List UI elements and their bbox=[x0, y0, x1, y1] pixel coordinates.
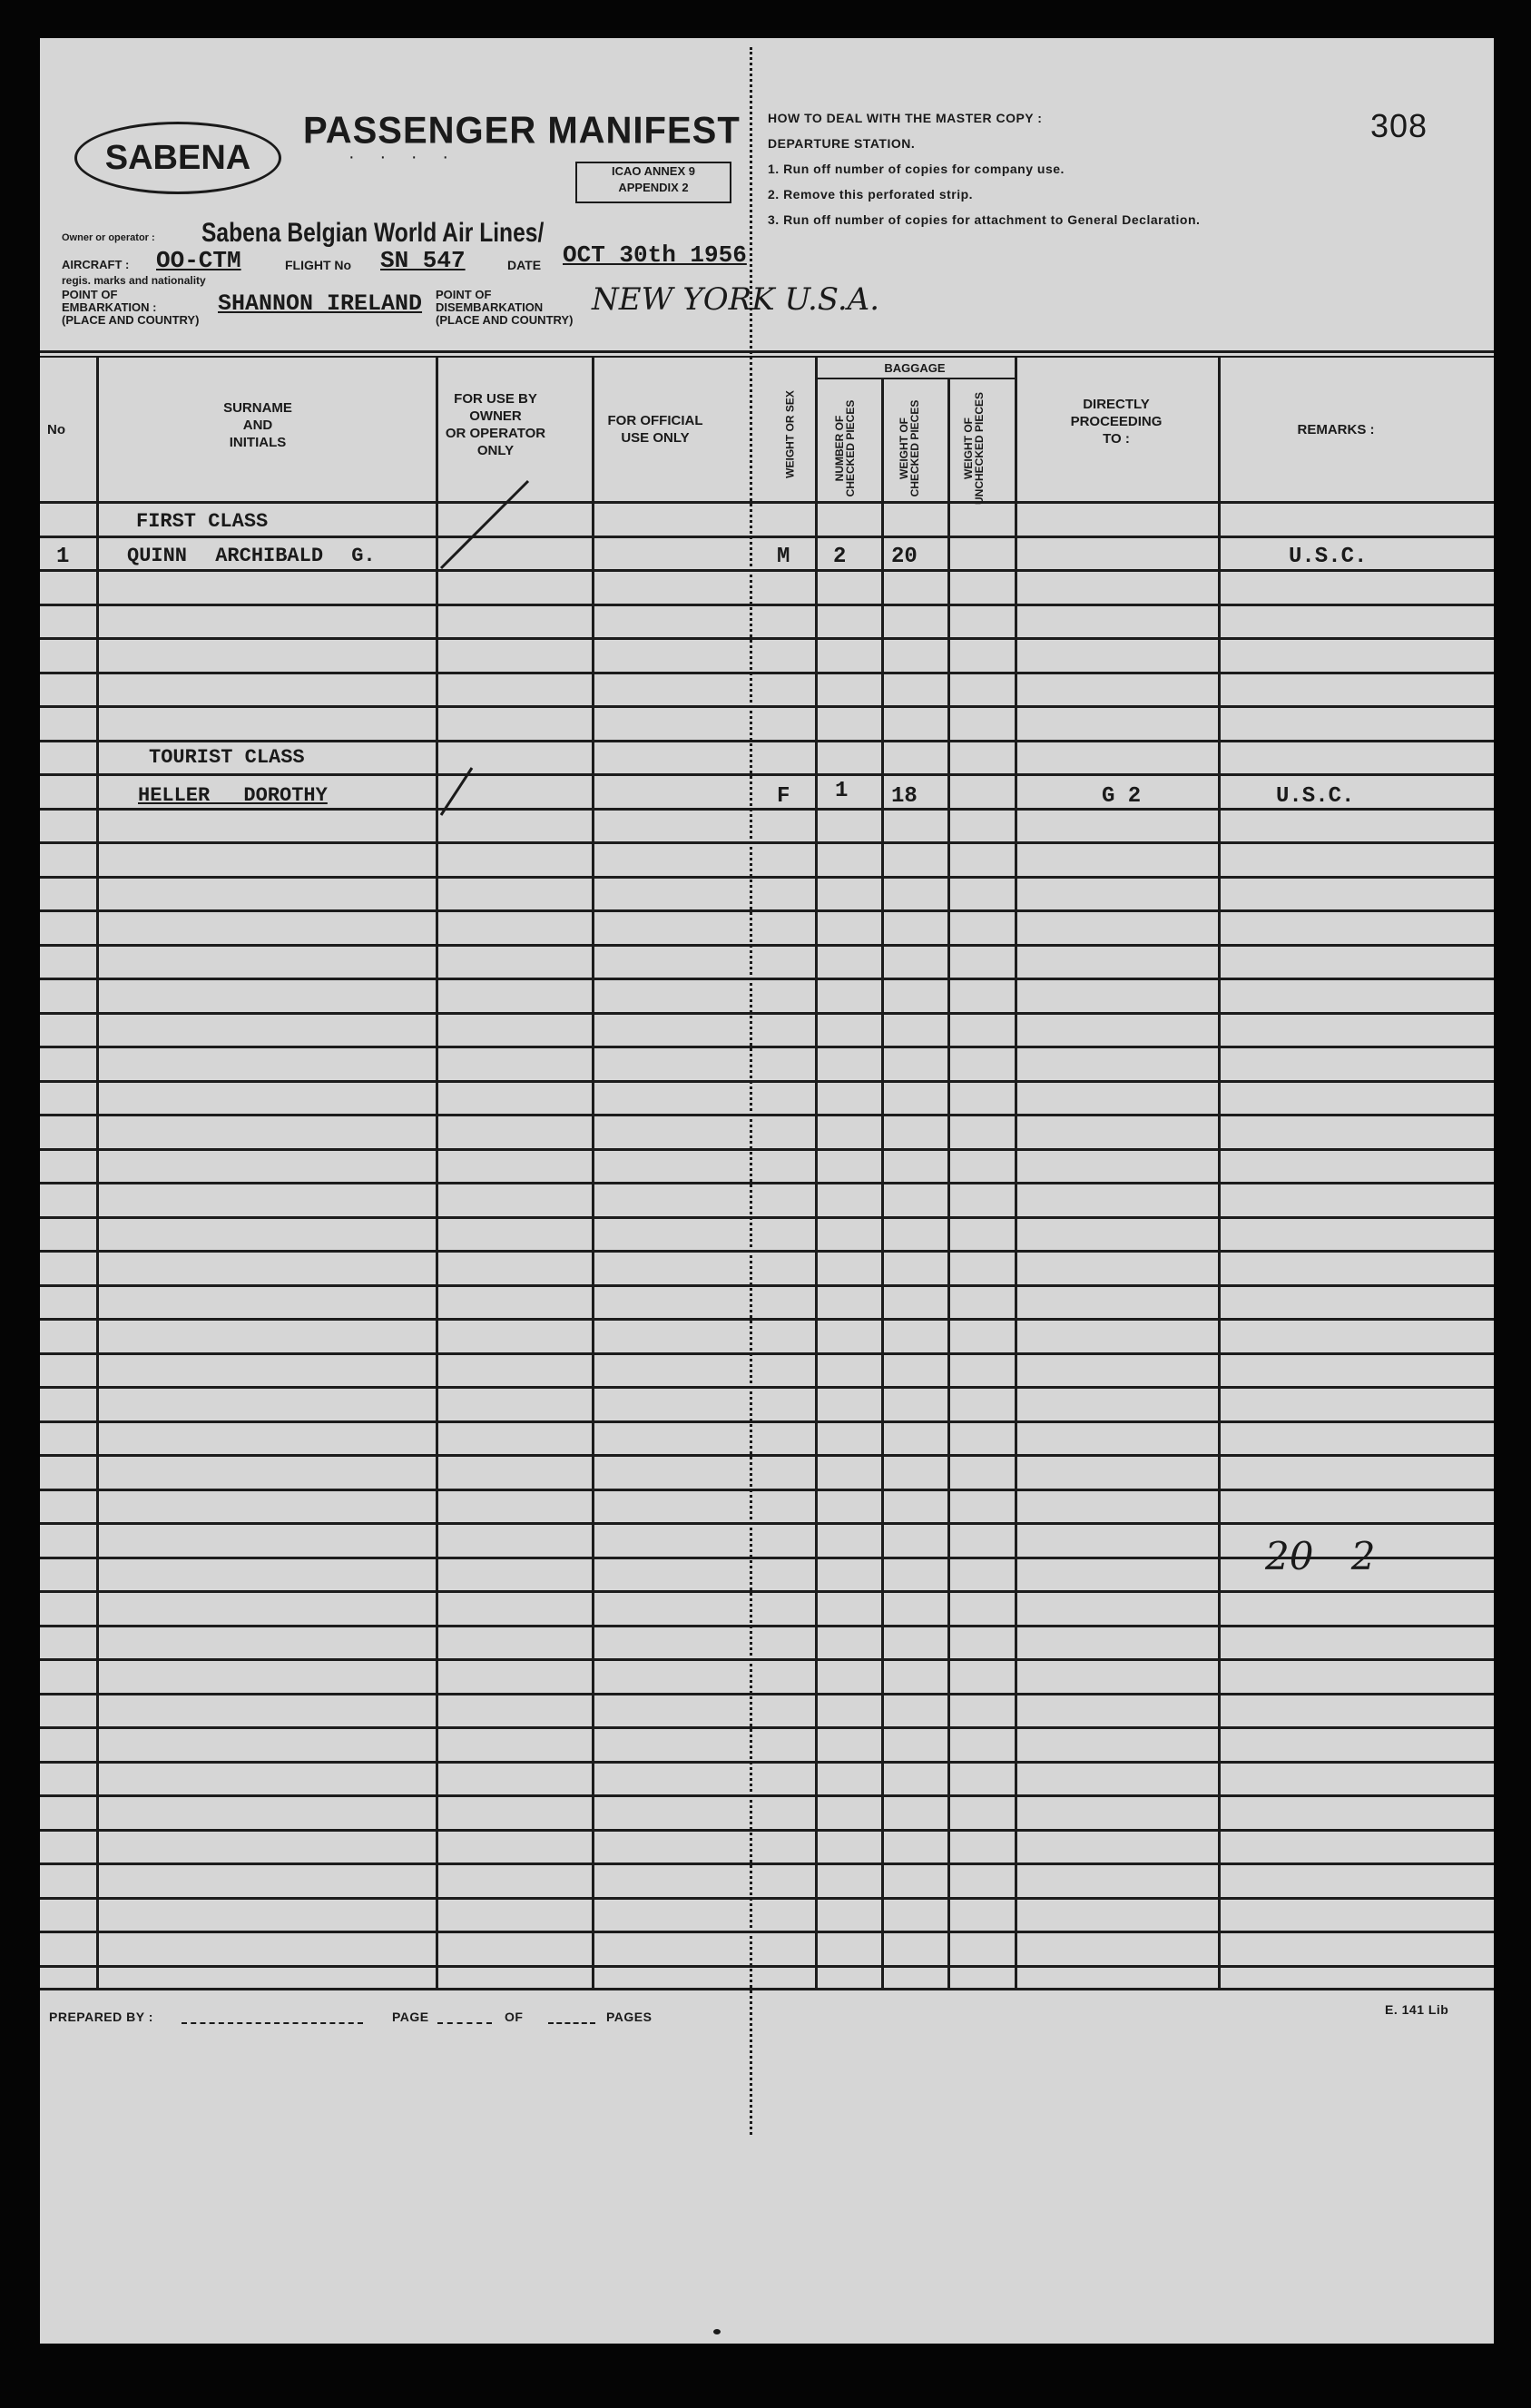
col-official-use-2: USE ONLY bbox=[621, 430, 690, 446]
instruction-1: 1. Run off number of copies for company use. bbox=[768, 162, 1065, 176]
flight-label: FLIGHT No bbox=[285, 258, 352, 272]
col-surname-3: INITIALS bbox=[229, 435, 287, 450]
col-no: No bbox=[47, 422, 65, 437]
owner-label: Owner or operator : bbox=[62, 232, 155, 243]
disembark-label-3: (PLACE AND COUNTRY) bbox=[436, 313, 574, 327]
instruction-2: 2. Remove this perforated strip. bbox=[768, 187, 974, 201]
passenger-2-remarks: U.S.C. bbox=[1276, 784, 1355, 809]
col-official-use-1: FOR OFFICIAL bbox=[607, 413, 703, 428]
owner-check-marks bbox=[40, 38, 1494, 1218]
table-row-rule bbox=[40, 1454, 1494, 1457]
of-line bbox=[548, 2022, 595, 2024]
date-label: DATE bbox=[507, 258, 542, 272]
table-row-rule bbox=[40, 1965, 1494, 1968]
aircraft-value: OO-CTM bbox=[156, 247, 241, 274]
check-mark-2 bbox=[441, 768, 472, 815]
table-row-rule bbox=[40, 1863, 1494, 1865]
manifest-sheet bbox=[40, 38, 1494, 2344]
table-row-rule bbox=[40, 1522, 1494, 1525]
col-weight-checked: WEIGHT OF CHECKED PIECES bbox=[898, 399, 921, 497]
table-row-rule bbox=[40, 1386, 1494, 1389]
disembark-label-2: DISEMBARKATION bbox=[436, 300, 544, 314]
regis-label: regis. marks and nationality bbox=[62, 274, 206, 287]
passenger-1-weight: 20 bbox=[891, 545, 918, 569]
embark-value: SHANNON IRELAND bbox=[218, 290, 423, 317]
col-remarks: REMARKS : bbox=[1297, 422, 1375, 437]
instructions-title: HOW TO DEAL WITH THE MASTER COPY : bbox=[768, 111, 1043, 125]
table-row-rule bbox=[40, 1250, 1494, 1253]
col-owner-use-4: ONLY bbox=[476, 443, 515, 458]
tourist-class-label: TOURIST CLASS bbox=[149, 746, 305, 769]
handwritten-note: 20 2 bbox=[1265, 1534, 1376, 1578]
col-baggage: BAGGAGE bbox=[884, 361, 946, 375]
embark-label-2: EMBARKATION : bbox=[62, 300, 157, 314]
table-row-rule bbox=[40, 1352, 1494, 1355]
instructions-subtitle: DEPARTURE STATION. bbox=[768, 136, 916, 151]
table-row-rule bbox=[40, 1318, 1494, 1321]
col-surname-2: AND bbox=[242, 418, 273, 433]
table-row-rule bbox=[40, 1931, 1494, 1933]
col-weight-sex: WEIGHT OR SEX bbox=[783, 390, 797, 478]
first-class-label: FIRST CLASS bbox=[136, 510, 269, 533]
table-row-rule bbox=[40, 1794, 1494, 1797]
col-directly-3: TO : bbox=[1103, 431, 1130, 447]
table-row-rule bbox=[40, 1420, 1494, 1423]
page-title: PASSENGER MANIFEST bbox=[303, 109, 741, 152]
table-row-rule bbox=[40, 1658, 1494, 1661]
bottom-dot bbox=[713, 2329, 721, 2334]
icao-line2: APPENDIX 2 bbox=[618, 181, 689, 194]
passenger-1-remarks: U.S.C. bbox=[1289, 545, 1368, 569]
table-bottom-rule bbox=[40, 1988, 1494, 1990]
col-weight-unchecked: WEIGHT OF UNCHECKED PIECES bbox=[962, 391, 986, 506]
logo-text: SABENA bbox=[104, 138, 251, 177]
table-row-rule bbox=[40, 1693, 1494, 1695]
passenger-1-pieces: 2 bbox=[833, 545, 847, 569]
prepared-by-label: PREPARED BY : bbox=[49, 2010, 153, 2024]
page-line bbox=[437, 2022, 492, 2024]
passenger-1-no: 1 bbox=[56, 545, 70, 569]
table-row-rule bbox=[40, 1726, 1494, 1729]
table-row-rule bbox=[40, 1897, 1494, 1900]
passenger-1-sex: M bbox=[777, 545, 790, 569]
table-row-rule bbox=[40, 1625, 1494, 1627]
title-dots: · · · · bbox=[348, 147, 448, 167]
owner-value: Sabena Belgian World Air Lines/ bbox=[201, 218, 545, 248]
of-label: OF bbox=[505, 2010, 524, 2024]
passenger-1-name: QUINN ARCHIBALD G. bbox=[127, 545, 376, 567]
passenger-2-directly: G 2 bbox=[1102, 784, 1142, 809]
col-owner-use-1: FOR USE BY bbox=[454, 391, 537, 407]
perforation-line bbox=[750, 47, 752, 2135]
check-mark-1 bbox=[441, 481, 528, 568]
passenger-2-pieces: 1 bbox=[835, 779, 849, 803]
disembark-value: NEW YORK U.S.A. bbox=[592, 281, 880, 318]
col-owner-use-2: OWNER bbox=[469, 408, 522, 424]
col-owner-use-3: OR OPERATOR bbox=[445, 426, 546, 441]
aircraft-label: AIRCRAFT : bbox=[62, 258, 130, 271]
icao-line1: ICAO ANNEX 9 bbox=[612, 164, 695, 178]
col-directly-1: DIRECTLY bbox=[1083, 397, 1150, 412]
instruction-3: 3. Run off number of copies for attachment to General Declaration. bbox=[768, 212, 1201, 227]
prepared-by-line bbox=[182, 2022, 363, 2024]
table-row-rule bbox=[40, 1489, 1494, 1491]
page-label: PAGE bbox=[392, 2010, 429, 2024]
col-num-checked: NUMBER OF CHECKED PIECES bbox=[833, 399, 857, 497]
disembark-label-1: POINT OF bbox=[436, 288, 492, 301]
table-row-rule bbox=[40, 1590, 1494, 1593]
passenger-2-weight: 18 bbox=[891, 784, 918, 809]
form-code: E. 141 Lib bbox=[1385, 2002, 1449, 2017]
table-row-rule bbox=[40, 1284, 1494, 1287]
flight-value: SN 547 bbox=[380, 247, 466, 274]
passenger-2-name: HELLER DOROTHY bbox=[138, 784, 328, 807]
page-number: 308 bbox=[1370, 107, 1428, 144]
pages-label: PAGES bbox=[606, 2010, 653, 2024]
date-value: OCT 30th 1956 bbox=[563, 241, 747, 269]
col-directly-2: PROCEEDING bbox=[1070, 414, 1163, 429]
embark-label-3: (PLACE AND COUNTRY) bbox=[62, 313, 200, 327]
passenger-2-sex: F bbox=[777, 784, 790, 809]
col-surname-1: SURNAME bbox=[223, 400, 292, 416]
embark-label-1: POINT OF bbox=[62, 288, 118, 301]
table-row-rule bbox=[40, 1761, 1494, 1764]
table-row-rule bbox=[40, 1829, 1494, 1832]
